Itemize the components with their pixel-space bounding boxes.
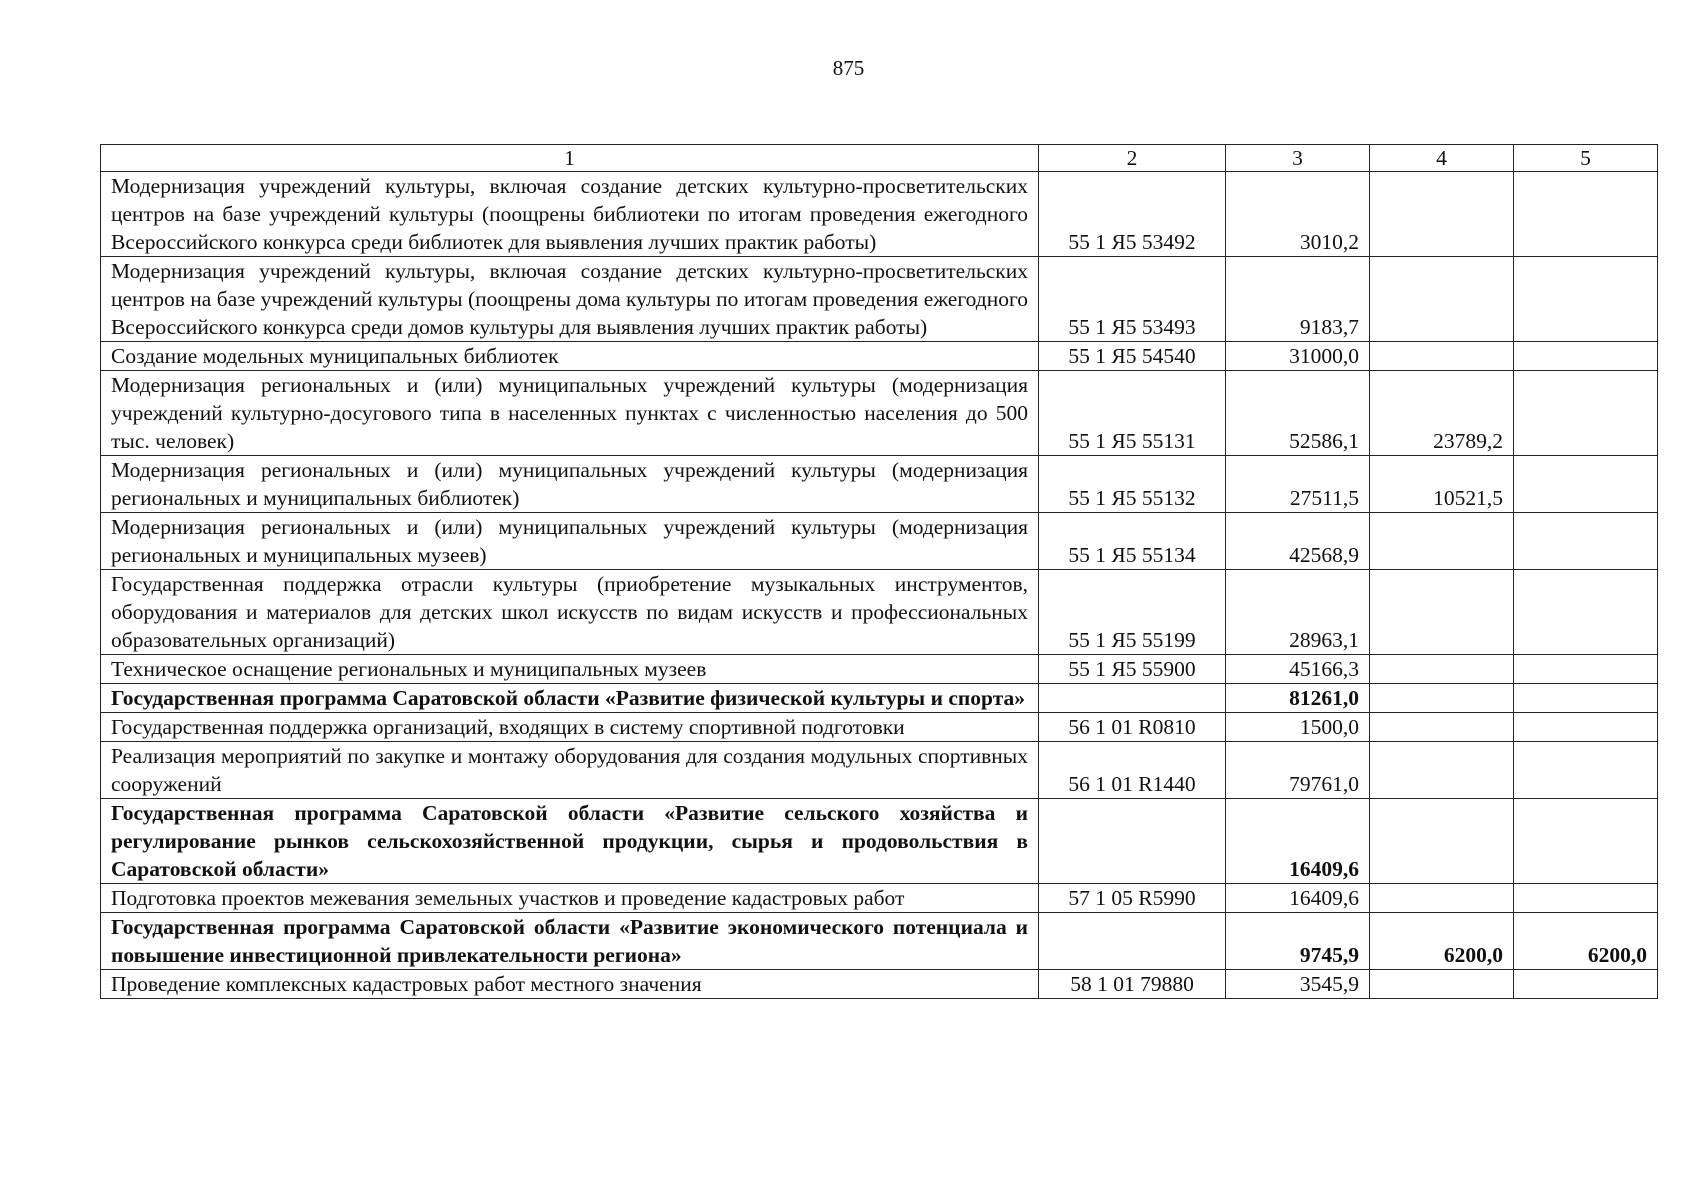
table-row: [101, 456, 1658, 513]
cell-name: Модернизация региональных и (или) муниципальных учреждений культуры (модернизация учреждений культурно-досугового типа в населенных пунктах с численностью населения до 500 тыс. человек): [101, 371, 1039, 456]
cell-name: Государственная программа Саратовской области «Развитие сельского хозяйства и регулирование рынков сельскохозяйственной продукции, сырья и продовольствия в Саратовской области»: [101, 799, 1039, 884]
cell-code: [1039, 799, 1226, 884]
header-col-3: 3: [1226, 145, 1370, 172]
cell-value-3: 31000,0: [1226, 342, 1370, 371]
cell-code: 58 1 01 79880: [1039, 970, 1226, 999]
cell-value-3: 42568,9: [1226, 513, 1370, 570]
cell-value-5: 6200,0: [1514, 913, 1658, 970]
cell-value-3: 9183,7: [1226, 257, 1370, 342]
cell-value-5: [1514, 513, 1658, 570]
cell-value-5: [1514, 684, 1658, 713]
program-row: [101, 684, 1658, 713]
cell-value-5: [1514, 371, 1658, 456]
cell-code: 55 1 Я5 55900: [1039, 655, 1226, 684]
cell-code: 55 1 Я5 55134: [1039, 513, 1226, 570]
cell-value-4: [1370, 684, 1514, 713]
cell-value-5: [1514, 172, 1658, 257]
header-col-2: 2: [1039, 145, 1226, 172]
cell-name: Государственная поддержка организаций, входящих в систему спортивной подготовки: [101, 713, 1039, 742]
header-col-1: 1: [101, 145, 1039, 172]
table-row: [101, 342, 1658, 371]
cell-value-4: [1370, 257, 1514, 342]
cell-value-5: [1514, 799, 1658, 884]
cell-value-5: [1514, 342, 1658, 371]
table-row: [101, 371, 1658, 456]
cell-value-4: [1370, 884, 1514, 913]
cell-value-4: 6200,0: [1370, 913, 1514, 970]
cell-value-3: 3545,9: [1226, 970, 1370, 999]
table-row: [101, 570, 1658, 655]
table-row: [101, 172, 1658, 257]
table-row: [101, 655, 1658, 684]
cell-code: [1039, 913, 1226, 970]
cell-value-3: 16409,6: [1226, 799, 1370, 884]
cell-name: Проведение комплексных кадастровых работ местного значения: [101, 970, 1039, 999]
cell-value-3: 27511,5: [1226, 456, 1370, 513]
cell-code: 55 1 Я5 53492: [1039, 172, 1226, 257]
cell-code: 56 1 01 R1440: [1039, 742, 1226, 799]
table-row: [101, 970, 1658, 999]
cell-name: Техническое оснащение региональных и муниципальных музеев: [101, 655, 1039, 684]
cell-code: 55 1 Я5 54540: [1039, 342, 1226, 371]
cell-name: Создание модельных муниципальных библиотек: [101, 342, 1039, 371]
cell-value-4: [1370, 513, 1514, 570]
cell-value-3: 45166,3: [1226, 655, 1370, 684]
cell-value-3: 81261,0: [1226, 684, 1370, 713]
cell-code: 57 1 05 R5990: [1039, 884, 1226, 913]
cell-value-3: 28963,1: [1226, 570, 1370, 655]
cell-value-3: 79761,0: [1226, 742, 1370, 799]
cell-value-5: [1514, 655, 1658, 684]
table-row: [101, 513, 1658, 570]
cell-value-4: [1370, 742, 1514, 799]
program-row: [101, 799, 1658, 884]
cell-value-5: [1514, 257, 1658, 342]
cell-value-4: [1370, 342, 1514, 371]
cell-value-5: [1514, 456, 1658, 513]
page-number: 875: [832, 56, 865, 80]
cell-value-3: 1500,0: [1226, 713, 1370, 742]
cell-value-4: [1370, 970, 1514, 999]
cell-name: Модернизация региональных и (или) муниципальных учреждений культуры (модернизация региональных и муниципальных библиотек): [101, 456, 1039, 513]
table-header-row: [101, 145, 1658, 172]
budget-table-body: [101, 145, 1658, 999]
cell-name: Модернизация учреждений культуры, включая создание детских культурно-просветительских центров на базе учреждений культуры (поощрены дома культуры по итогам проведения ежегодного Всероссийского конкурса среди домов культуры для выявления лучших практик работы): [101, 257, 1039, 342]
cell-name: Государственная программа Саратовской области «Развитие физической культуры и спорта»: [101, 684, 1039, 713]
budget-table: [100, 144, 1658, 999]
cell-code: 55 1 Я5 55132: [1039, 456, 1226, 513]
table-row: [101, 257, 1658, 342]
cell-value-5: [1514, 570, 1658, 655]
cell-code: 55 1 Я5 55199: [1039, 570, 1226, 655]
cell-name: Государственная поддержка отрасли культуры (приобретение музыкальных инструментов, оборудования и материалов для детских школ искусств по видам искусств и профессиональных образовательных организаций): [101, 570, 1039, 655]
cell-value-4: [1370, 570, 1514, 655]
cell-value-3: 52586,1: [1226, 371, 1370, 456]
cell-name: Государственная программа Саратовской области «Развитие экономического потенциала и повышение инвестиционной привлекательности региона»: [101, 913, 1039, 970]
cell-value-5: [1514, 884, 1658, 913]
cell-value-5: [1514, 713, 1658, 742]
table-row: [101, 713, 1658, 742]
cell-value-4: [1370, 655, 1514, 684]
table-row: [101, 742, 1658, 799]
cell-value-5: [1514, 970, 1658, 999]
cell-code: 55 1 Я5 53493: [1039, 257, 1226, 342]
cell-value-3: 16409,6: [1226, 884, 1370, 913]
header-col-4: 4: [1370, 145, 1514, 172]
table-row: [101, 884, 1658, 913]
cell-name: Подготовка проектов межевания земельных участков и проведение кадастровых работ: [101, 884, 1039, 913]
cell-value-4: [1370, 172, 1514, 257]
cell-value-4: [1370, 799, 1514, 884]
cell-value-4: 23789,2: [1370, 371, 1514, 456]
cell-value-4: 10521,5: [1370, 456, 1514, 513]
header-col-5: 5: [1514, 145, 1658, 172]
cell-value-4: [1370, 713, 1514, 742]
cell-name: Модернизация региональных и (или) муниципальных учреждений культуры (модернизация региональных и муниципальных музеев): [101, 513, 1039, 570]
cell-value-3: 3010,2: [1226, 172, 1370, 257]
program-row: [101, 913, 1658, 970]
cell-code: 56 1 01 R0810: [1039, 713, 1226, 742]
cell-name: Модернизация учреждений культуры, включая создание детских культурно-просветительских центров на базе учреждений культуры (поощрены библиотеки по итогам проведения ежегодного Всероссийского конкурса среди библиотек для выявления лучших практик работы): [101, 172, 1039, 257]
cell-name: Реализация мероприятий по закупке и монтажу оборудования для создания модульных спортивных сооружений: [101, 742, 1039, 799]
cell-code: 55 1 Я5 55131: [1039, 371, 1226, 456]
cell-value-3: 9745,9: [1226, 913, 1370, 970]
cell-code: [1039, 684, 1226, 713]
cell-value-5: [1514, 742, 1658, 799]
